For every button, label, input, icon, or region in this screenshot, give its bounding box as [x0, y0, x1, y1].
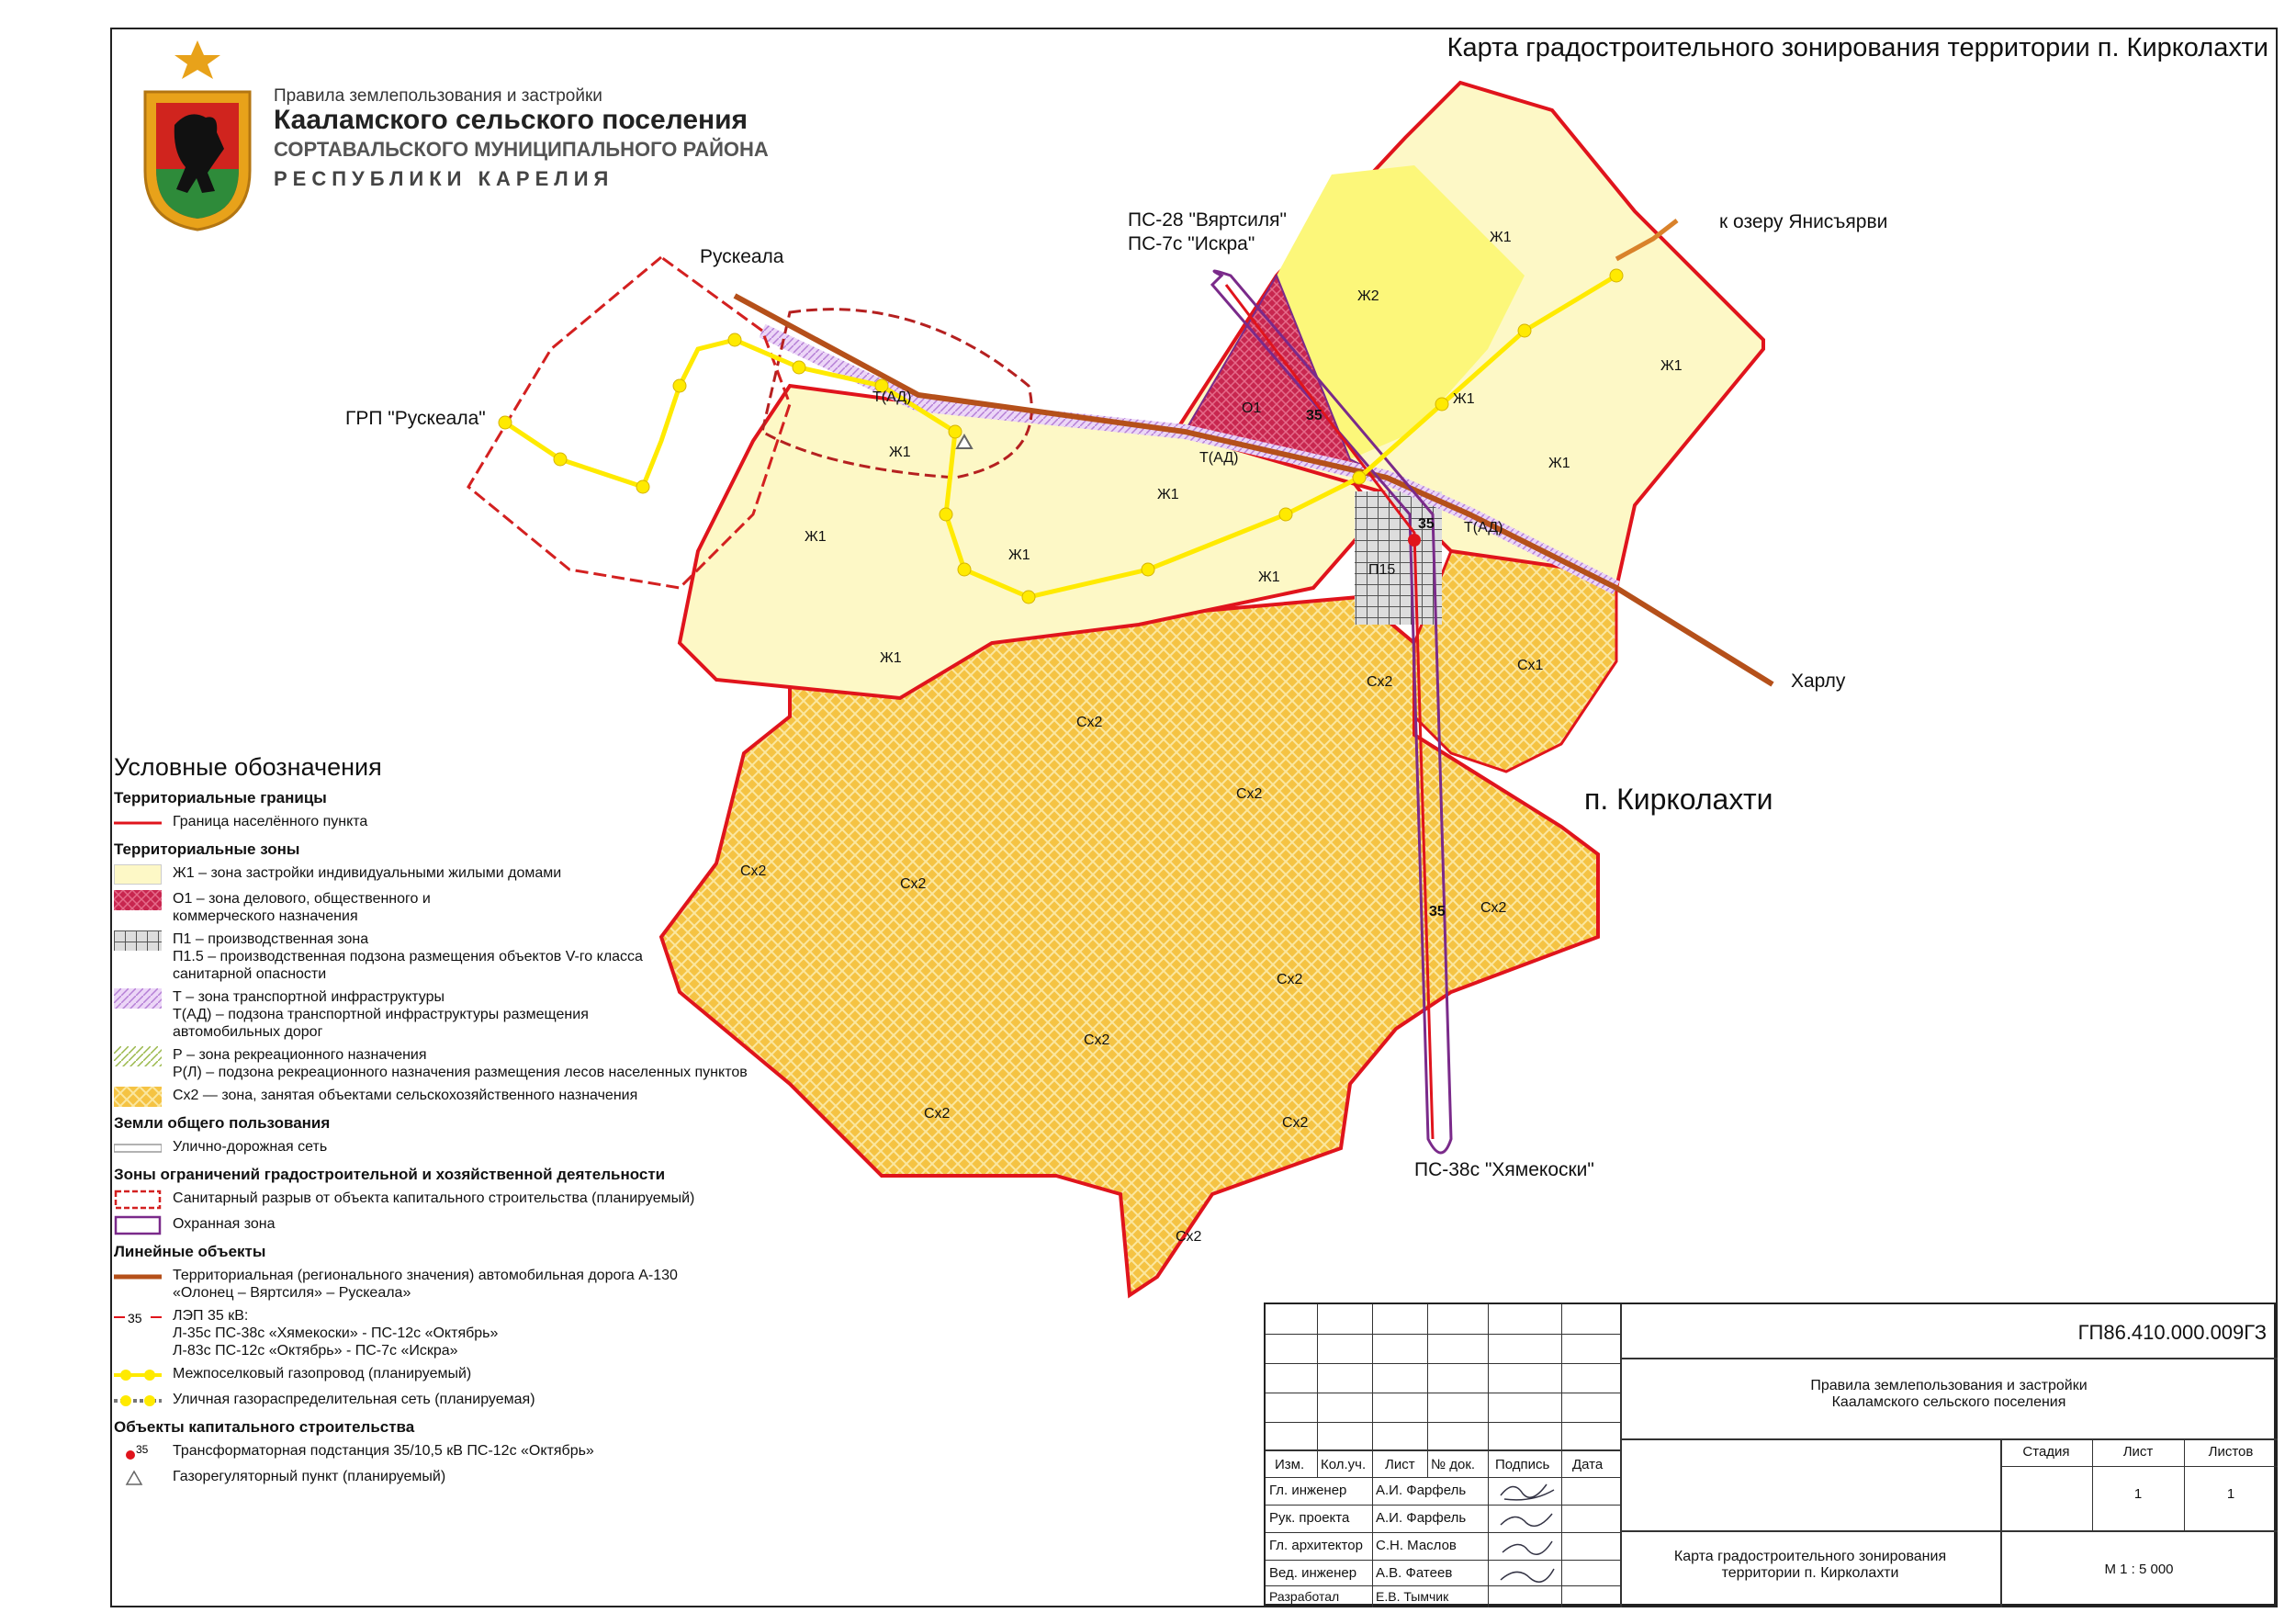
- stamp-role: Гл. инженер: [1269, 1483, 1347, 1498]
- stamp-col-doc: № док.: [1431, 1457, 1476, 1472]
- legend-item-sanitary: Санитарный разрыв от объекта капитального строительства (планируемый): [114, 1190, 830, 1210]
- zone-label: Ж1: [1490, 230, 1512, 245]
- legend-item-road: Территориальная (регионального значения) автомобильная дорога А-130 «Олонец – Вяртсиля» – Рускеала»: [173, 1268, 678, 1301]
- header-line3: СОРТАВАЛЬСКОГО МУНИЦИПАЛЬНОГО РАЙОНА: [274, 138, 769, 161]
- zone-label: Сх2: [1277, 972, 1303, 987]
- label-settlement: п. Кирколахти: [1584, 783, 1773, 816]
- zone-cx1: [1414, 551, 1616, 772]
- zone-label: Сх2: [740, 863, 767, 879]
- stamp-stage-label: Стадия: [2022, 1444, 2070, 1460]
- map-title: Карта градостроительного зонирования территории п. Кирколахти: [1446, 33, 2268, 62]
- legend-item-tp: 35 Трансформаторная подстанция 35/10,5 кВ ПС-12с «Октябрь»: [114, 1442, 830, 1462]
- legend-item-border: Граница населённого пункта: [173, 814, 368, 829]
- legend-section-objects: Объекты капитального строительства: [114, 1418, 415, 1436]
- legend-item-zh1: Ж1 – зона застройки индивидуальными жилыми домами: [114, 864, 830, 885]
- legend-item-protect: Охранная зона: [114, 1215, 830, 1235]
- zone-label: Сх2: [1282, 1115, 1309, 1131]
- zone-label: Сх2: [1367, 674, 1393, 690]
- road-label: Т(АД): [872, 389, 912, 405]
- zone-label: Сх2: [1176, 1229, 1202, 1245]
- legend-item-o1: О1 – зона делового, общественного и коммерческого назначения: [114, 890, 830, 925]
- stamp-col-sign: Подпись: [1495, 1457, 1550, 1472]
- legend-section-linear: Линейные объекты: [114, 1243, 266, 1260]
- zone-label: Ж1: [1258, 570, 1280, 585]
- transformer-substation: [1408, 534, 1421, 547]
- stamp-project: Правила землепользования и застройки Кааламского сельского поселения: [1810, 1378, 2088, 1410]
- header-line2: Кааламского сельского поселения: [274, 105, 748, 135]
- label-lake: к озеру Янисъярви: [1719, 211, 1888, 232]
- legend-item-grp: Газорегуляторный пункт (планируемый): [114, 1468, 830, 1488]
- label-harlu: Харлу: [1791, 671, 1846, 692]
- stamp-col-izm: Изм.: [1275, 1457, 1305, 1472]
- legend-section-common: Земли общего пользования: [114, 1114, 331, 1132]
- stamp-col-kol: Кол.уч.: [1321, 1457, 1367, 1472]
- stamp-person: А.И. Фарфель: [1376, 1510, 1467, 1526]
- legend-item-lep: 35 ЛЭП 35 кВ: Л-35с ПС-38с «Хямекоски» - ПС-12с «Октябрь» Л-83с ПС-12с «Октябрь» - ПС-7с «Искра»: [128, 1308, 499, 1359]
- legend-item-cx2: Сх2 — зона, занятая объектами сельскохозяйственного назначения: [114, 1087, 830, 1107]
- zone-label: Ж1: [1453, 391, 1475, 407]
- zone-label: Ж1: [1548, 456, 1570, 471]
- stamp-sheet-title: Карта градостроительного зонирования территории п. Кирколахти: [1673, 1549, 1947, 1581]
- stamp-role: Вед. инженер: [1269, 1565, 1357, 1581]
- road-label: Т(АД): [1464, 520, 1503, 536]
- lep-label: 35: [1429, 904, 1446, 919]
- zone-label: Сх2: [1084, 1032, 1110, 1048]
- zone-label: Ж1: [1008, 547, 1030, 563]
- road-label: Т(АД): [1199, 450, 1239, 466]
- legend-section-zones: Территориальные зоны: [114, 840, 300, 858]
- legend: [114, 753, 830, 1494]
- stamp-sheets: 1: [2226, 1486, 2235, 1502]
- zone-label: Ж1: [1157, 487, 1179, 502]
- legend-item-r: Р – зона рекреационного назначения Р(Л) – подзона рекреационного назначения размещения лесов населенных пунктов: [114, 1046, 830, 1081]
- lep-mark: 35: [128, 1311, 142, 1325]
- legend-section-limits: Зоны ограничений градостроительной и хозяйственной деятельности: [114, 1166, 666, 1183]
- legend-title: Условные обозначения: [114, 753, 382, 781]
- zone-label: Сх2: [1236, 786, 1263, 802]
- label-grp: ГРП "Рускеала": [345, 408, 486, 429]
- stamp-person: Е.В. Тымчик: [1376, 1589, 1449, 1604]
- zone-label: Сх2: [1076, 715, 1103, 730]
- stamp-sheets-label: Листов: [2208, 1444, 2254, 1460]
- stamp-role: Гл. архитектор: [1269, 1538, 1363, 1553]
- label-ruskeala: Рускеала: [700, 246, 784, 267]
- zone-label: Ж1: [805, 529, 827, 545]
- legend-section-borders: Территориальные границы: [114, 789, 327, 806]
- zone-label: Ж1: [889, 445, 911, 460]
- zone-label: Сх2: [900, 876, 927, 892]
- legend-item-gas2: Уличная газораспределительная сеть (планируемая): [114, 1391, 830, 1411]
- legend-item-p1: П1 – производственная зона П1.5 – производственная подзона размещения объектов V-го класса санитарной опасности: [114, 930, 830, 983]
- label-ps38: ПС-38с "Хямекоски": [1414, 1159, 1594, 1180]
- zone-label: Сх2: [1480, 900, 1507, 916]
- stamp-scale: М 1 : 5 000: [2104, 1562, 2174, 1577]
- header-line1: Правила землепользования и застройки: [274, 86, 602, 106]
- stamp-person: А.И. Фарфель: [1376, 1483, 1467, 1498]
- signatures: [1495, 1477, 1559, 1606]
- header-line4: РЕСПУБЛИКИ КАРЕЛИЯ: [274, 167, 614, 190]
- stamp-sheet: 1: [2133, 1486, 2143, 1502]
- label-ps7: ПС-7с "Искра": [1128, 233, 1255, 254]
- zone-label: П15: [1368, 562, 1396, 578]
- lep-label: 35: [1418, 516, 1435, 532]
- legend-item-streets: Улично-дорожная сеть: [114, 1138, 830, 1158]
- zone-label: О1: [1242, 400, 1262, 416]
- tp-mark: 35: [136, 1443, 149, 1456]
- label-ps28: ПС-28 "Вяртсиля": [1128, 209, 1287, 231]
- zone-label: Сх1: [1517, 658, 1544, 673]
- stamp-person: А.В. Фатеев: [1376, 1565, 1453, 1581]
- legend-item-gas1: Межпоселковый газопровод (планируемый): [114, 1365, 830, 1385]
- stamp-sheet-label: Лист: [2122, 1444, 2154, 1460]
- stamp-col-list: Лист: [1385, 1457, 1415, 1472]
- title-block: [1264, 1303, 2276, 1606]
- stamp-col-date: Дата: [1572, 1457, 1604, 1472]
- stamp-code: ГП86.410.000.009ГЗ: [2077, 1321, 2267, 1344]
- stamp-role: Рук. проекта: [1269, 1510, 1350, 1526]
- zone-label: Ж1: [1660, 358, 1683, 374]
- stamp-person: С.Н. Маслов: [1376, 1538, 1457, 1553]
- zone-label: Сх2: [924, 1106, 951, 1122]
- lep-label: 35: [1306, 408, 1322, 423]
- stamp-role: Разработал: [1269, 1589, 1340, 1604]
- zone-label: Ж1: [880, 650, 902, 666]
- legend-item-t: Т – зона транспортной инфраструктуры Т(АД) – подзона транспортной инфраструктуры размещения автомобильных дорог: [114, 988, 830, 1041]
- zone-label: Ж2: [1357, 288, 1379, 304]
